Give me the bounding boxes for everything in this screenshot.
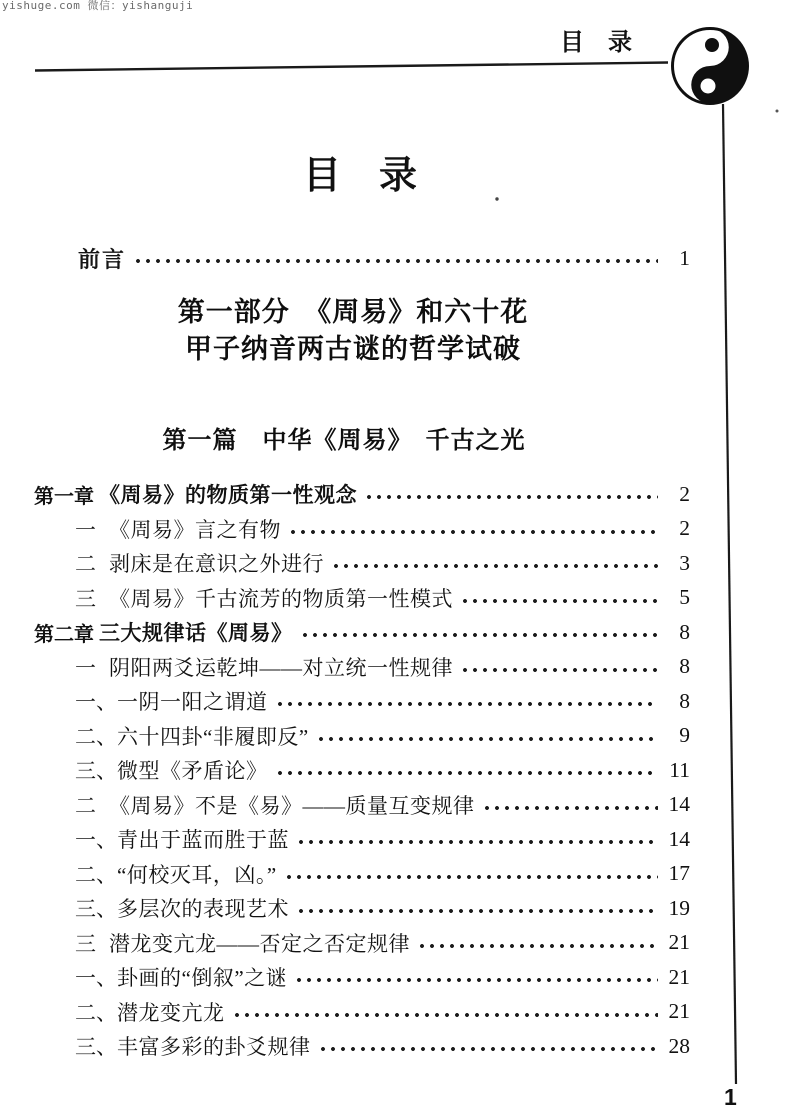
toc-entry-title: 青出于蓝而胜于蓝 [117, 828, 289, 853]
toc-entry-number: 一、 [75, 828, 117, 853]
toc-row [34, 960, 690, 995]
toc-list [34, 477, 690, 1064]
toc-entry-number: 三 [75, 586, 96, 611]
toc-row [34, 995, 690, 1030]
toc-row [34, 650, 690, 685]
header-rule [35, 63, 668, 71]
part-title [0, 294, 706, 368]
toc-entry-number: 第一章 [34, 485, 94, 508]
dot-leader [275, 684, 659, 719]
toc-entry-page: 21 [668, 930, 690, 955]
toc-entry-page: 17 [668, 861, 690, 886]
toc-entry-page: 21 [668, 999, 690, 1024]
toc-row [34, 926, 690, 961]
toc-entry-number: 一、 [75, 966, 117, 991]
toc-entry-page: 8 [679, 654, 690, 679]
toc-row [34, 477, 690, 512]
dot-leader [460, 581, 658, 616]
toc-entry-page: 21 [668, 964, 690, 989]
toc-entry-title: 丰富多彩的卦爻规律 [117, 1035, 311, 1060]
toc-entry-number: 二 [75, 793, 96, 818]
toc-entry-page: 11 [669, 757, 690, 782]
watermark-text: yishuge.com 微信：yishanguji [2, 0, 194, 12]
running-header-title: 目 录 [560, 30, 632, 56]
toc-entry-title: 《周易》不是《易》——质量互变规律 [109, 793, 475, 818]
page-title: 目 录 [303, 155, 418, 197]
toc-row [34, 753, 690, 788]
toc-entry-title: 前言 [78, 246, 127, 272]
dot-leader [296, 822, 658, 857]
toc-entry-title: 潜龙变亢龙 [117, 1000, 225, 1025]
toc-entry-number: 二 [75, 552, 96, 577]
toc-entry-page: 14 [668, 826, 690, 851]
toc-row-frontmatter [78, 241, 690, 275]
toc-entry-title: 《周易》言之有物 [109, 517, 281, 542]
toc-row [34, 546, 690, 581]
toc-entry-title: 微型《矛盾论》 [117, 759, 268, 784]
toc-entry-page: 19 [668, 895, 690, 920]
dot-leader [482, 788, 659, 823]
dot-leader [275, 753, 659, 788]
toc-entry-page: 1 [679, 245, 690, 270]
toc-row [34, 581, 690, 616]
dot-leader [288, 512, 658, 547]
toc-entry-title: 剥床是在意识之外进行 [109, 552, 324, 577]
toc-entry-title: 潜龙变亢龙——否定之否定规律 [109, 931, 410, 956]
toc-entry-title: 一阴一阳之谓道 [117, 690, 268, 715]
toc-entry-title: “何校灭耳，凶。” [117, 862, 277, 887]
toc-row [34, 891, 690, 926]
toc-entry-page: 3 [679, 550, 690, 575]
part-title-line1: 第一部分 《周易》和六十花 [177, 297, 529, 327]
toc-entry-title: 《周易》的物质第一性观念 [99, 483, 357, 508]
toc-entry-title: 卦画的“倒叙”之谜 [117, 966, 288, 991]
toc-entry-page: 8 [679, 688, 690, 713]
toc-row [34, 822, 690, 857]
toc-entry-number: 第二章 [34, 623, 94, 646]
toc-row [34, 684, 690, 719]
toc-entry-number: 一、 [75, 690, 117, 715]
dot-leader [300, 615, 659, 650]
toc-entry-number: 三、 [75, 759, 117, 784]
dot-leader [284, 857, 658, 892]
toc-entry-number: 二、 [75, 862, 117, 887]
dot-leader [331, 546, 658, 581]
section-title: 第一篇 中华《周易》 千古之光 [162, 427, 526, 454]
dot-leader [318, 1029, 659, 1064]
toc-entry-page: 9 [679, 723, 690, 748]
toc-entry-page: 2 [679, 516, 690, 541]
toc-entry-page: 28 [668, 1033, 690, 1058]
toc-entry-title: 六十四卦“非履即反” [117, 724, 309, 749]
toc-entry-page: 2 [679, 481, 690, 506]
toc-entry-number: 三、 [75, 1035, 117, 1060]
folio-page-number: 1 [724, 1084, 737, 1110]
toc-entry-number: 一 [75, 517, 96, 542]
toc-entry-title: 阴阳两爻运乾坤——对立统一性规律 [109, 655, 453, 680]
scan-speck [776, 110, 779, 113]
scan-speck [495, 197, 498, 200]
toc-entry-number: 二、 [75, 724, 117, 749]
toc-row [34, 1029, 690, 1064]
toc-entry-page: 14 [668, 792, 690, 817]
toc-entry-page: 8 [679, 619, 690, 644]
toc-row [34, 857, 690, 892]
dot-leader [316, 719, 658, 754]
toc-entry-number: 二、 [75, 1000, 117, 1025]
toc-entry-number: 三、 [75, 897, 117, 922]
dot-leader [294, 960, 658, 995]
toc-row [34, 719, 690, 754]
toc-entry-title: 多层次的表现艺术 [117, 897, 289, 922]
dot-leader [232, 995, 659, 1030]
toc-entry-title: 《周易》千古流芳的物质第一性模式 [109, 586, 453, 611]
yin-yang-icon [673, 29, 748, 104]
dot-leader [296, 891, 658, 926]
toc-entry-page: 5 [679, 585, 690, 610]
dot-leader [133, 241, 658, 275]
dot-leader [417, 926, 658, 961]
dot-leader [460, 650, 658, 685]
part-title-line2: 甲子纳音两古谜的哲学试破 [185, 334, 521, 364]
dot-leader [364, 477, 658, 512]
toc-entry-title: 三大规律话《周易》 [99, 621, 293, 646]
toc-row [34, 512, 690, 547]
toc-entry-number: 三 [75, 931, 96, 956]
toc-entry-number: 一 [75, 655, 96, 680]
toc-row [34, 615, 690, 650]
toc-row [34, 788, 690, 823]
vertical-rule [723, 104, 736, 1084]
